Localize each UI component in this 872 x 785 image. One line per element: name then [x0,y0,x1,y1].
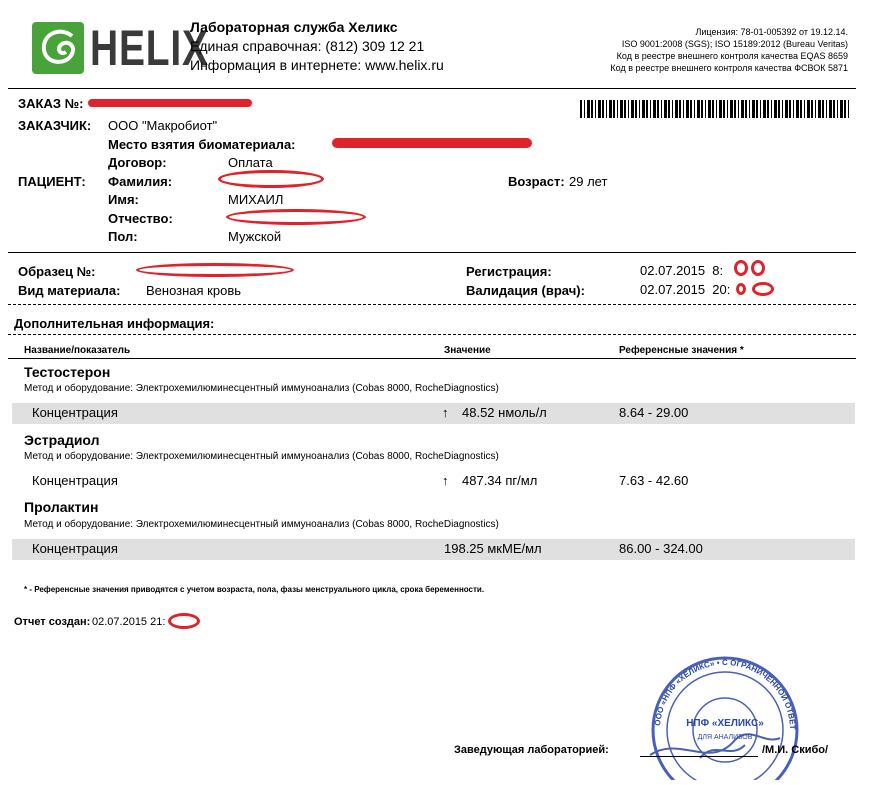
param-name: Концентрация [32,405,118,420]
validation-value: 02.07.2015 20: [640,282,731,297]
report-created-value: 02.07.2015 21: [92,616,166,628]
validation-label: Валидация (врач): [466,283,585,298]
registration-label: Регистрация: [466,264,552,279]
barcode [580,100,850,118]
material-value: Венозная кровь [146,283,242,298]
report-created-label: Отчет создан: [14,616,91,628]
name-value: МИХАИЛ [228,192,284,207]
customer-label: ЗАКАЗЧИК: [18,118,92,133]
param-ref: 8.64 - 29.00 [619,405,689,420]
helix-logo [32,18,209,78]
signature-line [640,756,758,757]
header-divider [8,88,856,89]
param-value: 198.25 мкМЕ/мл [444,541,542,556]
license-block: Лицензия: 78-01-005392 от 19.12.14. ISO 9001:2008 (SGS); ISO 15189:2012 (Bureau Veritas) Код в реестре внешнего контроля качества EQAS 8659 Код в реестре внешнего контроля качества ФСВОК 5871 [610,27,848,73]
stamp-outer-text: ООО «НПФ «ХЕЛИКС» • С ОГРАНИЧЕННОЙ ОТВЕТ [653,657,798,730]
high-arrow-icon: ↑ [442,473,449,488]
stamp-sub-text: ДЛЯ АНАЛИЗОВ [697,734,753,741]
param-value: 487.34 пг/мл [462,473,538,488]
test-method: Метод и оборудование: Электрохемилюминесцентный иммуноанализ (Cobas 8000, RocheDiagnostics) [24,451,499,462]
logo-text: HELIX [90,20,209,76]
sample-label: Образец №: [18,264,96,279]
table-header-divider [8,358,856,359]
age-label: Возраст: [508,174,565,189]
signature-label: Заведующая лабораторией: [454,744,609,756]
col-header-value: Значение [444,345,491,356]
redaction-biomaterial-place [332,138,532,148]
surname-label: Фамилия: [108,174,173,189]
contract-label: Договор: [108,155,167,170]
order-label: ЗАКАЗ №: [18,96,84,111]
table-row [12,539,855,560]
redaction-report-time [168,613,200,629]
stamp-center-text: НПФ «ХЕЛИКС» [686,718,764,729]
lab-name: Лабораторная служба Хеликс [190,19,398,35]
signature-name: /М.И. Скибо/ [762,744,829,756]
phone-line: Единая справочная: (812) 309 12 21 [190,38,425,54]
redaction-patronymic [226,209,366,225]
table-row [12,471,855,492]
test-method: Метод и оборудование: Электрохемилюминесцентный иммуноанализ (Cobas 8000, RocheDiagnostics) [24,519,499,530]
biomaterial-place-label: Место взятия биоматериала: [108,137,296,152]
age-value: 29 лет [569,174,608,189]
test-title: Тестостерон [24,364,111,380]
test-title: Пролактин [24,499,99,515]
svg-text:ООО «НПФ «ХЕЛИКС» • С ОГРАНИЧЕ [640,640,797,730]
registration-value: 02.07.2015 8: [640,263,724,278]
customer-value: ООО "Макробиот" [108,118,218,133]
footnote: * - Референсные значения приводятся с учетом возраста, пола, фазы менструального цикла, срока беременности. [24,585,485,594]
name-label: Имя: [108,192,139,207]
patient-label: ПАЦИЕНТ: [18,174,86,189]
redaction-val-time-1 [736,283,746,295]
table-row [12,403,855,424]
stamp [640,640,810,780]
stamp-seal-icon [640,640,810,780]
redaction-val-time-2 [752,282,774,296]
patronymic-label: Отчество: [108,211,173,226]
test-method: Метод и оборудование: Электрохемилюминесцентный иммуноанализ (Cobas 8000, RocheDiagnostics) [24,383,499,394]
redaction-reg-time-1 [734,260,748,276]
additional-info-label: Дополнительная информация: [14,316,215,331]
contract-value: Оплата [228,155,273,170]
param-ref: 86.00 - 324.00 [619,541,703,556]
param-name: Концентрация [32,541,118,556]
redaction-reg-time-2 [751,260,765,276]
redaction-surname [218,170,324,188]
high-arrow-icon: ↑ [442,405,449,420]
test-title: Эстрадиол [24,432,100,448]
param-name: Концентрация [32,473,118,488]
sex-value: Мужской [228,229,282,244]
col-header-ref: Референсные значения * [619,345,744,356]
param-ref: 7.63 - 42.60 [619,473,689,488]
redaction-sample-number [136,263,294,277]
param-value: 48.52 нмоль/л [462,405,547,420]
material-label: Вид материала: [18,283,121,298]
redaction-order-number [88,99,252,107]
col-header-name: Название/показатель [24,345,131,356]
additional-divider [8,334,856,335]
web-line: Информация в интернете: www.helix.ru [190,57,444,73]
sex-label: Пол: [108,229,138,244]
order-divider [8,252,856,253]
sample-divider [8,304,856,305]
